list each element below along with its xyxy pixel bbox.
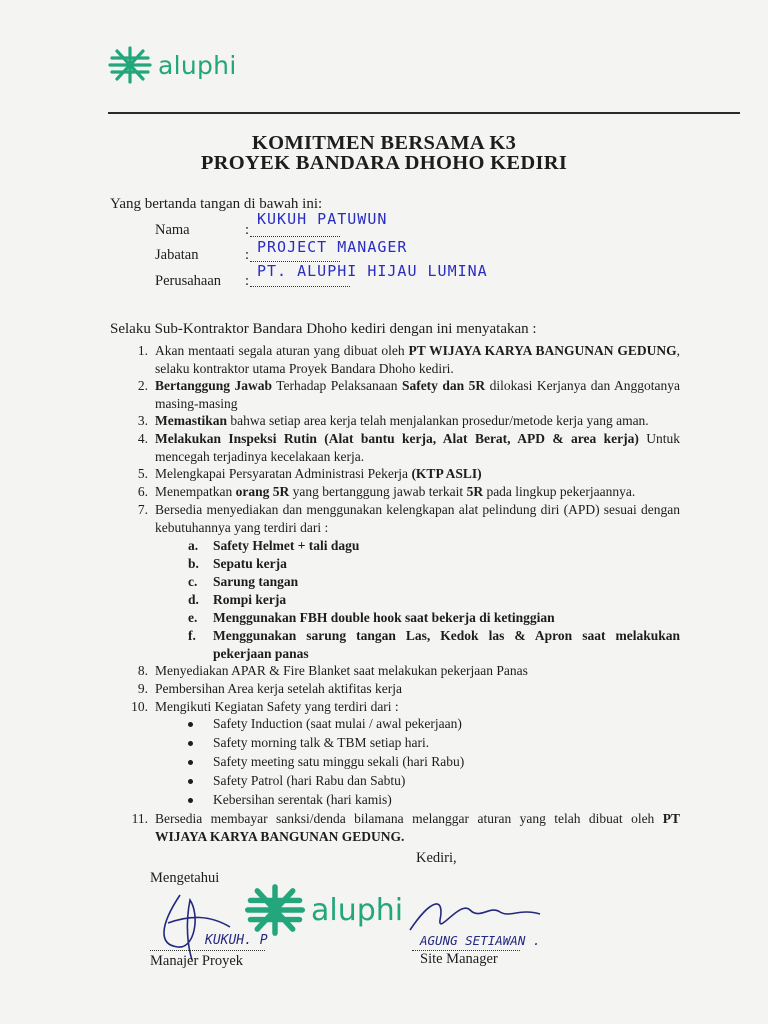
list-item: 11. Bersedia membayar sanksi/denda bilamana melanggar aturan yang telah dibuat oleh PT WIJAYA KARYA BANGUNAN GEDUNG. [131,811,680,844]
aluphi-logo-icon [108,46,152,84]
list-item: 3. Memastikan bahwa setiap area kerja telah menjalankan prosedur/metode kerja yang aman. [137,413,649,428]
list-item: 9. Pembersihan Area kerja setelah aktifitas kerja [137,681,403,696]
list-item: 10. Mengikuti Kegiatan Safety yang terdiri dari : [131,699,399,714]
document-title: KOMITMEN BERSAMA K3 [251,132,517,154]
safety-activity-item: Safety Induction (saat mulai / awal pekerjaan) [188,716,462,732]
apd-item: b. Sepatu kerja [188,556,287,571]
bullet-icon [188,722,193,727]
list-item: 5. Melengkapai Persyaratan Administrasi Pekerja (KTP ASLI) [137,466,482,481]
header-divider [108,112,740,114]
logo-text: aluphi [158,50,237,80]
name-dotted-line [250,236,340,237]
position-value: PROJECT MANAGER [257,238,408,256]
bullet-icon [188,741,193,746]
list-item: 2. Bertanggung Jawab Terhadap Pelaksanaan Safety dan 5R dilokasi Kerjanya dan Anggotanya masing-masing [137,378,681,411]
stamp-logo-text: aluphi [311,892,404,928]
company-colon: : [245,273,250,289]
apd-item: d. Rompi kerja [188,592,287,607]
company-value: PT. ALUPHI HIJAU LUMINA [257,262,488,280]
safety-activity-item: Safety meeting satu minggu sekali (hari Rabu) [188,754,464,770]
apd-item: f. Menggunakan sarung tangan Las, Kedok las & Apron saat melakukan pekerjaan panas [188,628,680,661]
name-label: Nama [155,222,190,238]
list-item: 6. Menempatkan orang 5R yang bertanggung jawab terkait 5R pada lingkup pekerjaannya. [137,484,636,499]
document-subtitle: PROYEK BANDARA DHOHO KEDIRI [200,152,568,174]
company-dotted-line [250,286,350,287]
company-logo [108,46,237,84]
bullet-icon [188,798,193,803]
place-date: Kediri, [416,850,457,866]
list-item: 8. Menyediakan APAR & Fire Blanket saat melakukan pekerjaan Panas [137,663,528,678]
safety-activity-item: Safety morning talk & TBM setiap hari. [188,735,429,751]
left-signature-line [150,950,265,951]
apd-item: c. Sarung tangan [188,574,299,589]
name-colon: : [245,222,250,238]
name-value: KUKUH PATUWUN [257,210,388,228]
acknowledged-heading: Mengetahui [150,870,220,886]
right-handwritten-name: AGUNG SETIAWAN . [420,933,541,948]
statement-text: Selaku Sub-Kontraktor Bandara Dhoho kediri dengan ini menyatakan : [110,321,537,337]
safety-activity-item: Kebersihan serentak (hari kamis) [188,792,392,808]
aluphi-logo-icon [245,884,305,936]
right-signatory-role: Site Manager [420,951,498,967]
list-item: 4. Melakukan Inspeksi Rutin (Alat bantu kerja, Alat Berat, APD & area kerja) Untuk mencegah terjadinya kecelakaan kerja. [137,431,681,464]
company-label: Perusahaan [155,273,222,289]
apd-item: e. Menggunakan FBH double hook saat bekerja di ketinggian [188,610,555,625]
safety-activity-item: Safety Patrol (hari Rabu dan Sabtu) [188,773,405,789]
left-signatory-role: Manajer Proyek [150,953,244,969]
position-label: Jabatan [155,247,199,263]
left-handwritten-name: KUKUH. P [205,933,268,948]
bullet-icon [188,779,193,784]
apd-item: a. Safety Helmet + tali dagu [188,538,360,553]
list-item: 7. Bersedia menyediakan dan menggunakan kelengkapan alat pelindung diri (APD) sesuai dengan kebutuhannya yang terdiri dari : [137,502,680,535]
company-stamp [245,884,403,936]
position-colon: : [245,247,250,263]
list-item: 1. Akan mentaati segala aturan yang dibuat oleh PT WIJAYA KARYA BANGUNAN GEDUNG, selaku kontraktor utama Proyek Bandara Dhoho kediri. [137,343,680,376]
intro-text: Yang bertanda tangan di bawah ini: [110,196,323,212]
bullet-icon [188,760,193,765]
